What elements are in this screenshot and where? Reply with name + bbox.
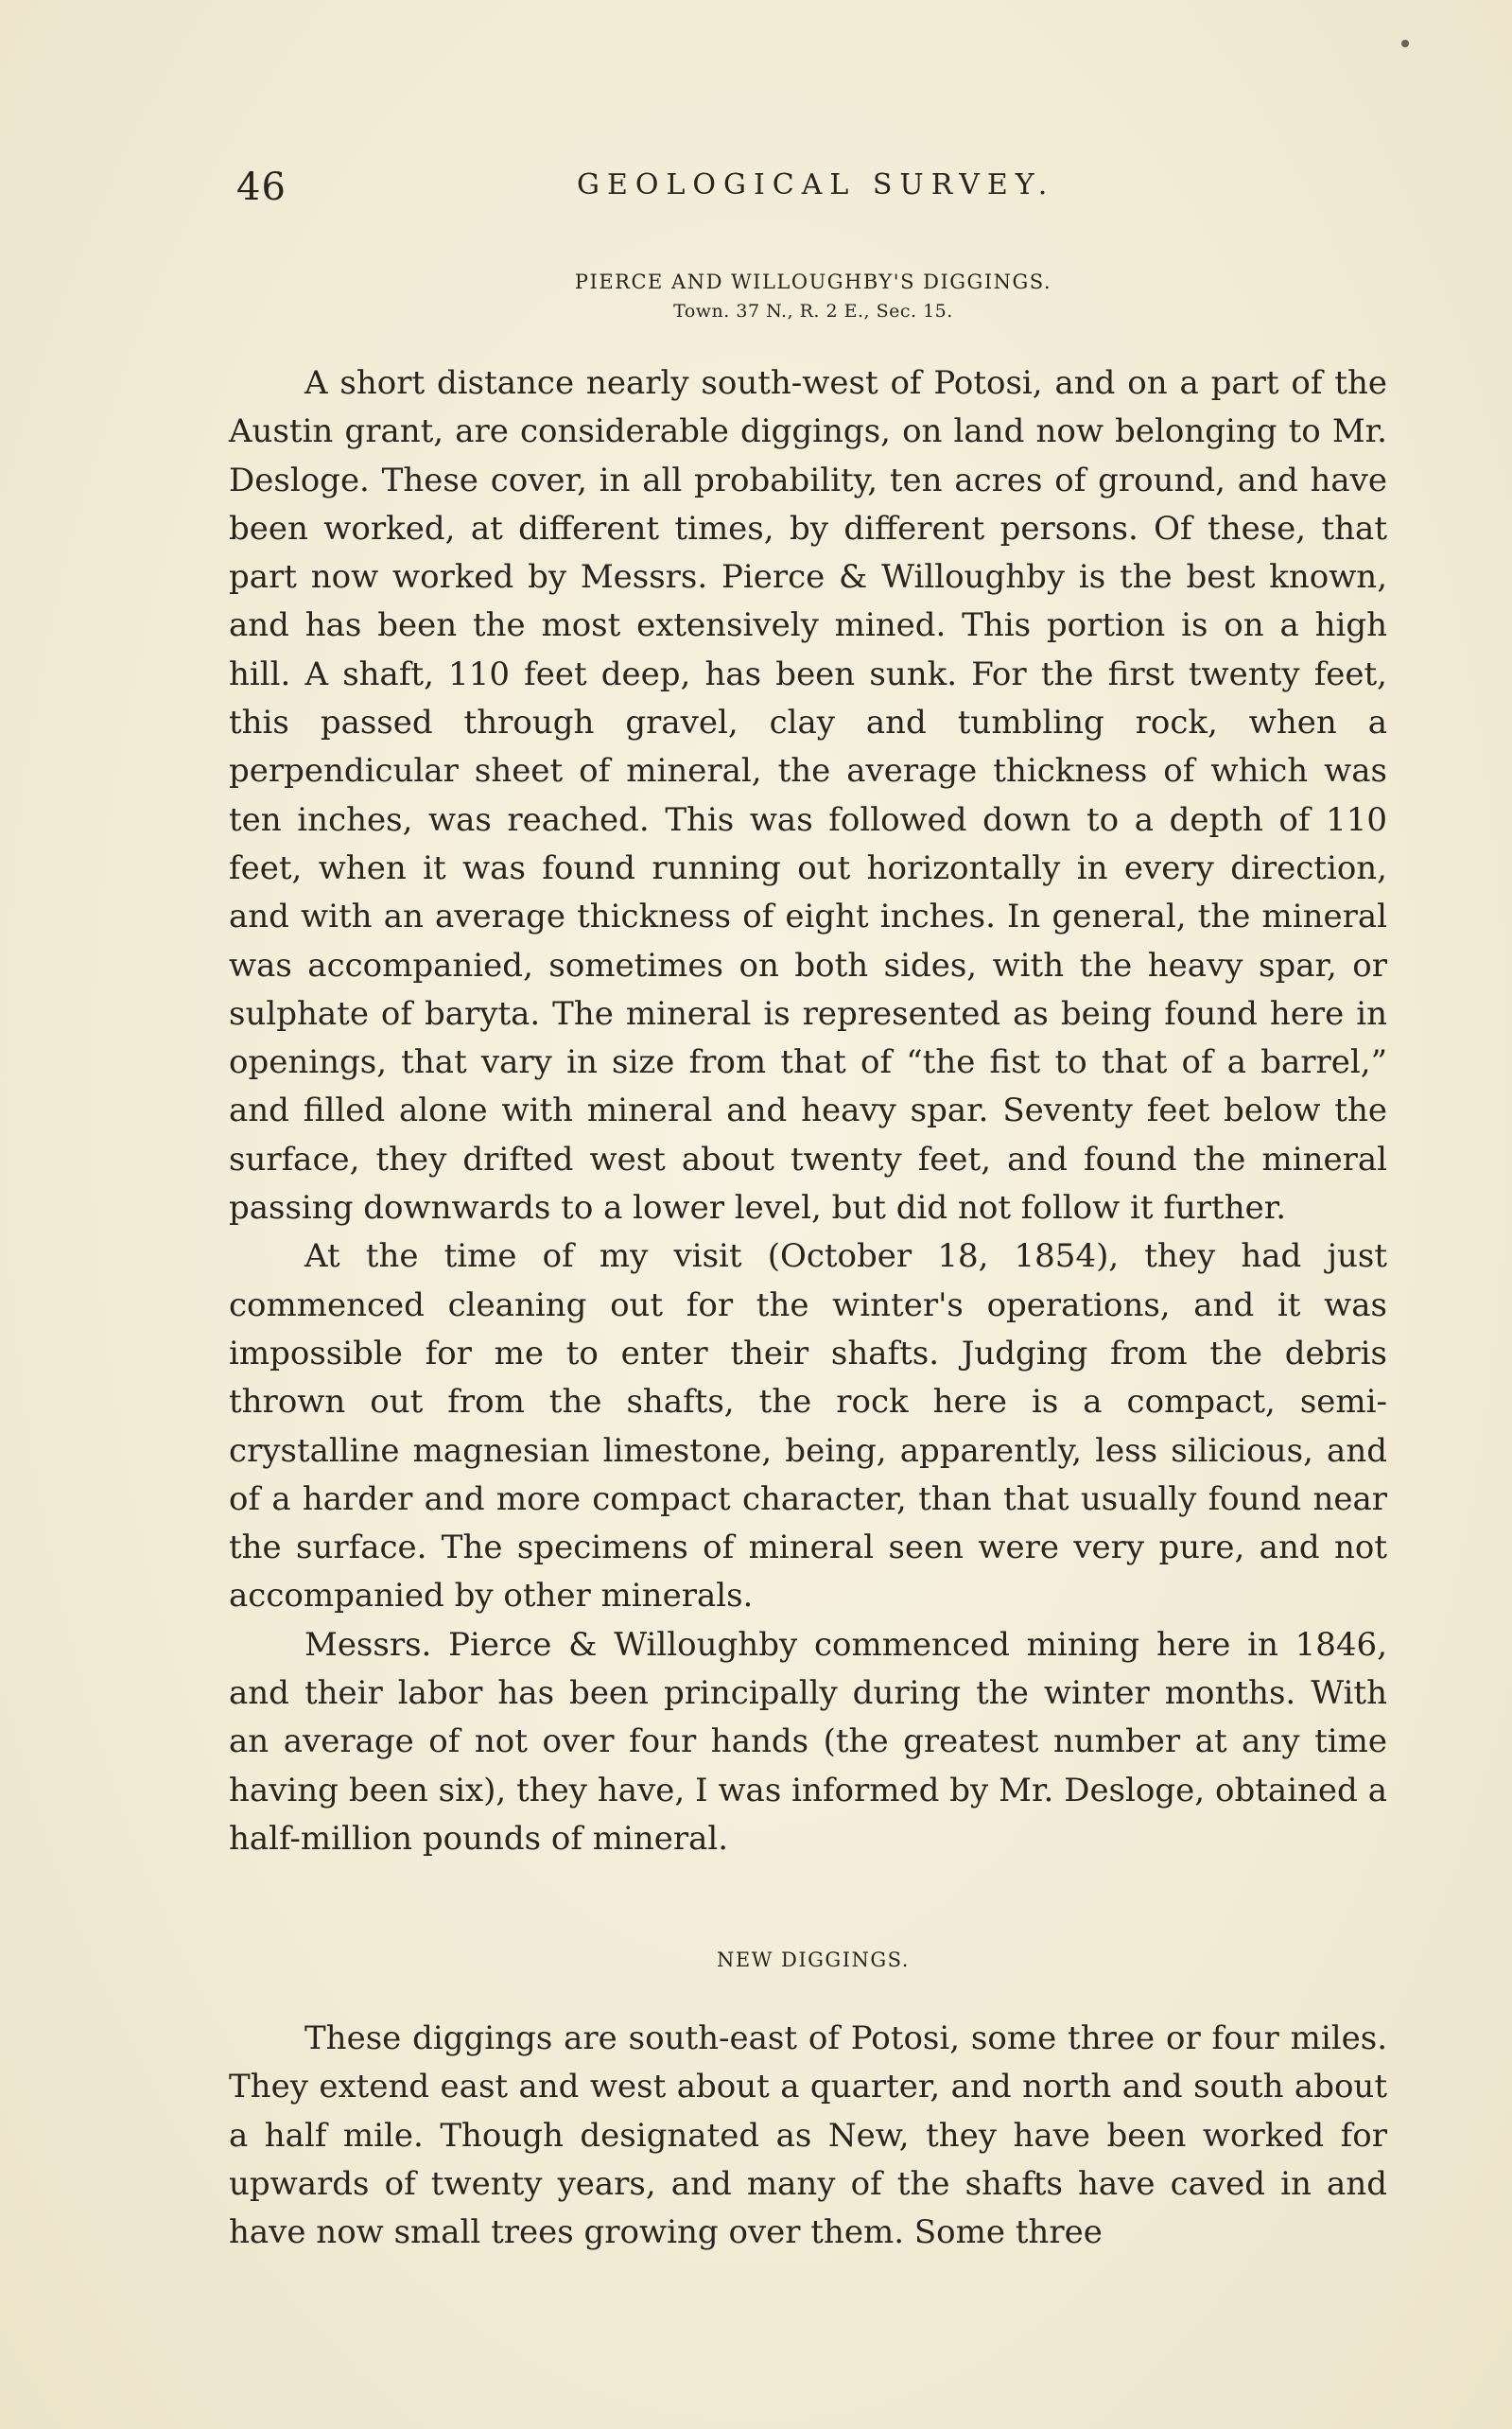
section-title-pierce-willoughby: PIERCE AND WILLOUGHBY'S DIGGINGS. [574, 271, 1052, 293]
running-head: GEOLOGICAL SURVEY. [577, 168, 1055, 201]
paragraph: These diggings are south-east of Potosi, some three or four miles. They extend east and west about a quarter, and north and south about a half mile. Though designated as New, they have been worked for upwards of twenty years, and many of the shafts have caved in and have now small trees growing over them. Some three [229, 2019, 1387, 2252]
section-body-new-diggings [229, 2015, 1387, 2257]
paragraph: A short distance nearly south-west of Potosi, and on a part of the Austin grant, are considerable diggings, on land now belonging to Mr. Desloge. These cover, in all probability, ten acres of ground, and have been worked, at different times, by different persons. Of these, that part now worked by Messrs. Pierce & Willoughby is the best known, and has been the most extensively mined. This portion is on a high hill. A shaft, 110 feet deep, has been sunk. For the first twenty feet, this passed through gravel, clay and tumbling rock, when a perpendicular sheet of mineral, the average thickness of which was ten inches, was reached. This was followed down to a depth of 110 feet, when it was found running out horizontally in every direction, and with an average thickness of eight inches. In general, the mineral was accompanied, sometimes on both sides, with the heavy spar, or sulphate of baryta. The mineral is represented as being found here in openings, that vary in size from that of “the fist to that of a barrel,” and filled alone with mineral and heavy spar. Seventy feet below the surface, they drifted west about twenty feet, and found the mineral passing downwards to a lower level, but did not follow it further. [229, 364, 1387, 1228]
section-title-new-diggings: NEW DIGGINGS. [717, 1948, 910, 1971]
paragraph: At the time of my visit (October 18, 1854), they had just commenced cleaning out for the winter's operations, and it was impossible for me to enter their shafts. Judging from the debris thrown out from the shafts, the rock here is a compact, semi-crystalline magnesian limestone, being, apparently, less silicious, and of a harder and more compact character, than that usually found near the surface. The specimens of mineral seen were very pure, and not accompanied by other minerals. [229, 1237, 1387, 1616]
section-body-pierce-willoughby [229, 359, 1387, 1863]
page-header [236, 161, 1381, 218]
section-subtitle-location: Town. 37 N., R. 2 E., Sec. 15. [673, 301, 953, 322]
paragraph: Messrs. Pierce & Willoughby commenced mining here in 1846, and their labor has been principally during the winter months. With an average of not over four hands (the greatest number at any time having been six), they have, I was informed by Mr. Desloge, obtained a half-million pounds of mineral. [229, 1625, 1387, 1858]
paper-speck [1401, 40, 1409, 47]
page-number: 46 [236, 166, 287, 209]
